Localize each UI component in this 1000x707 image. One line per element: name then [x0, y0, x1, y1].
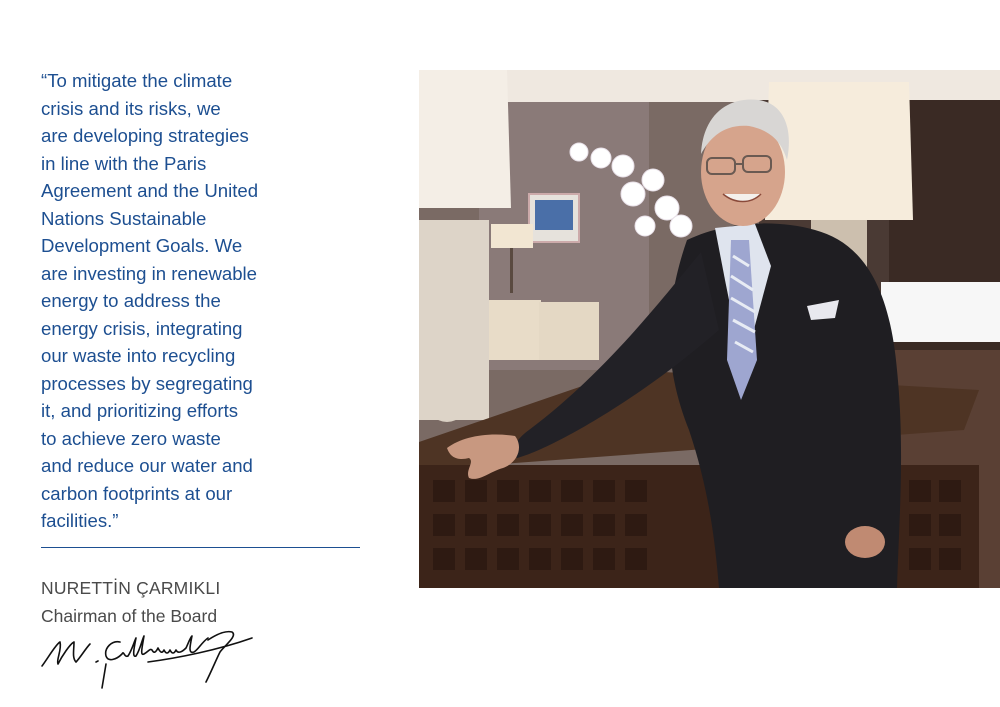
- signatory-name: NURETTİN ÇARMIKLI: [41, 578, 221, 598]
- quote-line: are investing in renewable: [41, 262, 258, 284]
- quote-line: Agreement and the United: [41, 180, 259, 201]
- quote-line: to achieve zero waste: [41, 427, 221, 449]
- handwritten-signature: [38, 628, 263, 693]
- quote-line: it, and prioritizing efforts: [41, 400, 239, 421]
- quote-line: crisis and its risks, we: [41, 97, 221, 119]
- chairman-quote: [41, 67, 371, 535]
- quote-line: carbon footprints at our: [41, 482, 233, 504]
- quote-line: in line with the Paris: [41, 152, 207, 174]
- chairman-portrait-photo: [419, 70, 1000, 588]
- quote-line: Development Goals. We: [41, 235, 243, 256]
- quote-line: our waste into recycling: [41, 345, 236, 366]
- quote-line: facilities.”: [41, 510, 119, 531]
- divider-rule: [41, 547, 360, 548]
- quote-line: processes by segregating: [41, 372, 253, 394]
- quote-line: and reduce our water and: [41, 455, 253, 476]
- quote-line: “To mitigate the climate: [41, 70, 233, 91]
- quote-line: energy crisis, integrating: [41, 317, 243, 339]
- quote-line: Nations Sustainable: [41, 207, 207, 229]
- signatory-title: Chairman of the Board: [41, 606, 218, 626]
- quote-line: energy to address the: [41, 290, 221, 311]
- quote-line: are developing strategies: [41, 125, 249, 146]
